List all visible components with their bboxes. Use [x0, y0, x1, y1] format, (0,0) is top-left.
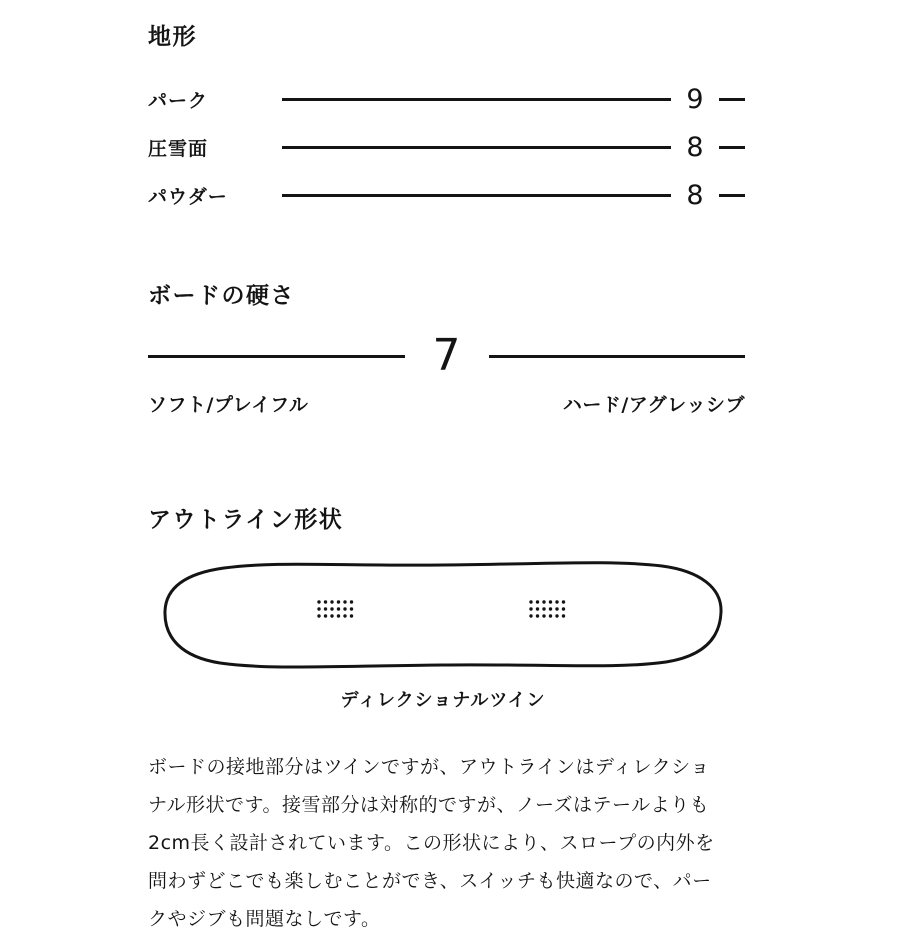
rating-label-park: パーク — [148, 89, 209, 112]
rating-tail-line — [719, 194, 745, 197]
terrain-heading: 地形 — [148, 24, 197, 50]
rating-value-powder: 8 — [686, 179, 704, 211]
stiffness-heading: ボードの硬さ — [148, 283, 295, 309]
stiffness-scale-labels — [148, 390, 745, 417]
stiffness-section — [148, 277, 745, 417]
shape-description-text: ボードの接地部分はツインですが、アウトラインはディレクショナル形状です。接雪部分は対称的ですが、ノーズはテールよりも2cm長く設計されています。この形状により、スロープの内外を問わずどこでも楽しむことができ、スイッチも快適なので、パークやジブも問題なしです。 — [148, 756, 715, 930]
rating-line — [282, 98, 671, 101]
stiffness-label-hard: ハード/アグレッシブ — [562, 394, 745, 416]
snowboard-outline-icon — [154, 556, 732, 674]
terrain-ratings — [148, 75, 745, 219]
terrain-section — [148, 18, 745, 219]
rating-value-park: 9 — [686, 83, 704, 115]
stiffness-label-soft: ソフト/プレイフル — [148, 394, 309, 416]
rating-label-groomed: 圧雪面 — [148, 137, 209, 160]
snowboard-diagram-wrap — [154, 556, 732, 712]
rating-value-groomed: 8 — [686, 131, 704, 163]
rating-line — [282, 146, 671, 149]
rating-row-groomed — [148, 123, 745, 171]
rating-tail-line — [719, 146, 745, 149]
rating-line — [282, 194, 671, 197]
rating-row-powder — [148, 171, 745, 219]
stiffness-line-left — [148, 355, 405, 358]
stiffness-value: 7 — [432, 330, 461, 381]
shape-name-caption: ディレクショナルツイン — [340, 690, 546, 711]
stiffness-line-right — [489, 355, 746, 358]
outline-heading: アウトライン形状 — [148, 507, 344, 533]
rating-row-park — [148, 75, 745, 123]
snowboard-outline-path — [165, 563, 721, 667]
rating-label-powder: パウダー — [148, 185, 228, 208]
outline-section — [148, 501, 745, 712]
rating-tail-line — [719, 98, 745, 101]
stiffness-scale — [148, 330, 745, 381]
product-spec-panel — [148, 0, 745, 938]
